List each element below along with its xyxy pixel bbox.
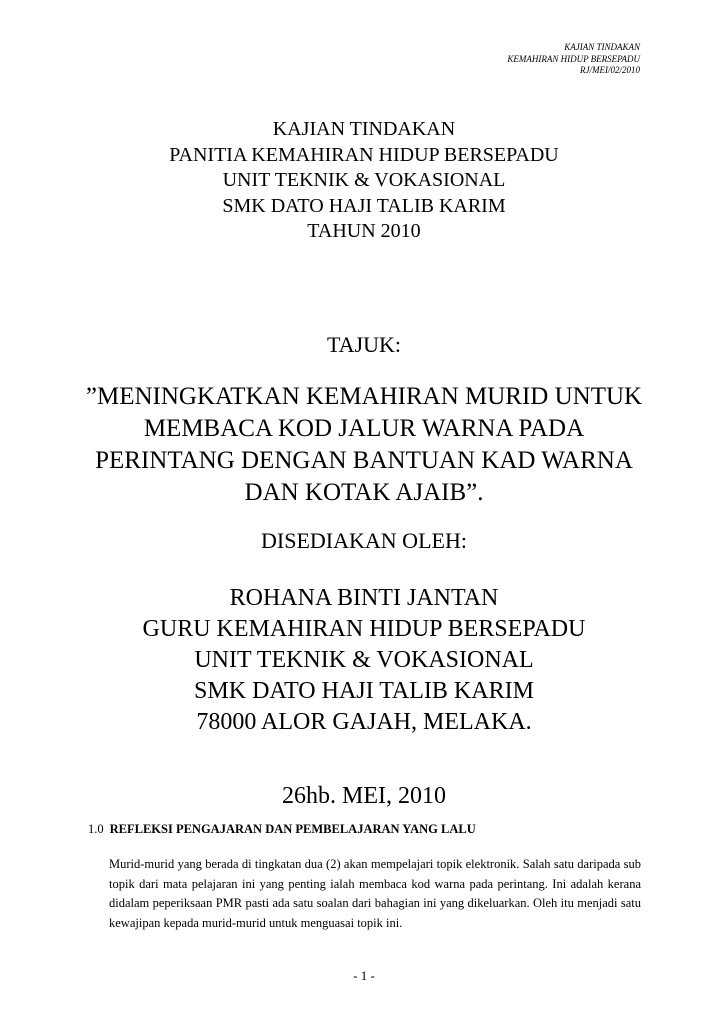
title-line: SMK DATO HAJI TALIB KARIM <box>222 194 506 217</box>
tajuk-text <box>60 381 668 509</box>
title-line: TAHUN 2010 <box>307 220 421 242</box>
title-line: PANITIA KEMAHIRAN HIDUP BERSEPADU <box>169 143 559 166</box>
author-line: SMK DATO HAJI TALIB KARIM <box>194 678 534 704</box>
section-heading <box>88 822 476 837</box>
header-ref-line-2: KEMAHIRAN HIDUP BERSEPADU <box>507 53 640 64</box>
header-reference <box>507 42 640 77</box>
header-ref-line-3: RJ/MEI/02/2010 <box>580 65 640 75</box>
tajuk-line: MEMBACA KOD JALUR WARNA PADA <box>143 415 585 442</box>
prepared-by-label: DISEDIAKAN OLEH: <box>261 528 467 553</box>
section-title: REFLEKSI PENGAJARAN DAN PEMBELAJARAN YANG LALU <box>109 822 476 836</box>
title-block <box>0 117 728 245</box>
tajuk-line: DAN KOTAK AJAIB”. <box>244 479 484 506</box>
tajuk-line: PERINTANG DENGAN BANTUAN KAD WARNA <box>95 447 633 474</box>
author-line: 78000 ALOR GAJAH, MELAKA. <box>196 709 532 735</box>
author-line: UNIT TEKNIK & VOKASIONAL <box>194 647 534 673</box>
title-line: KAJIAN TINDAKAN <box>272 118 456 140</box>
author-block <box>0 583 728 738</box>
header-ref-line-1: KAJIAN TINDAKAN <box>564 42 640 52</box>
author-line: ROHANA BINTI JANTAN <box>229 585 499 611</box>
document-date: 26hb. MEI, 2010 <box>282 783 446 809</box>
author-line: GURU KEMAHIRAN HIDUP BERSEPADU <box>142 616 586 642</box>
title-line: UNIT TEKNIK & VOKASIONAL <box>222 169 506 191</box>
page-number: - 1 - <box>353 968 375 983</box>
section-number: 1.0 <box>88 822 104 836</box>
tajuk-line: ”MENINGKATKAN KEMAHIRAN MURID UNTUK <box>85 383 643 410</box>
tajuk-label: TAJUK: <box>326 332 401 357</box>
section-body: Murid-murid yang berada di tingkatan dua (2) akan mempelajari topik elektronik. Salah satu daripada sub topik dari mata pelajaran ini yang penting ialah membaca kod warna pada perintang. Ini adalah kerana didalam peperiksaan PMR pasti ada satu soalan dari bahagian ini yang dikeluarkan. Oleh itu menjadi satu kewajipan kepada murid-murid untuk menguasai topik ini. <box>109 857 641 930</box>
